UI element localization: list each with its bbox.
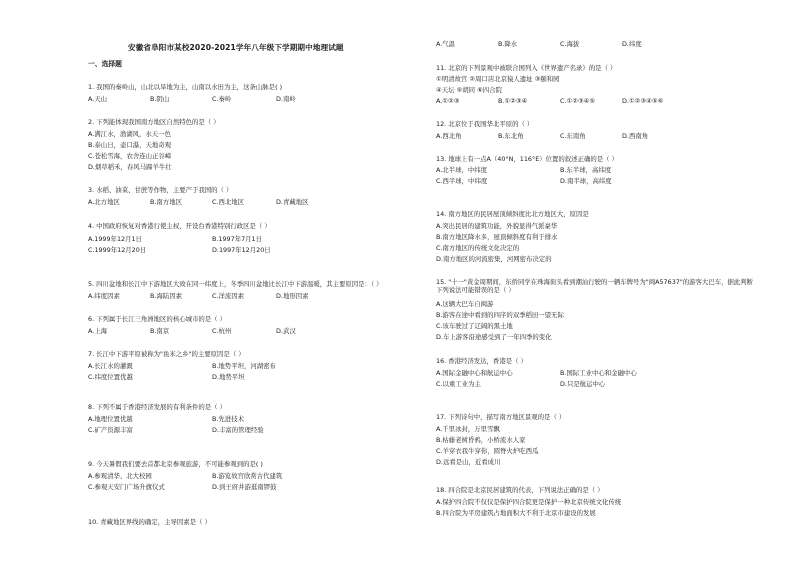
q12-option-a: A.西北角 xyxy=(436,132,462,140)
q3-option-a: A.北方地区 xyxy=(88,198,120,206)
q8-option-a: A.地理位置优越 xyxy=(88,415,133,423)
q18-stem: 18. 四合院是北京民居建筑的代表，下列说法正确的是（ ） xyxy=(436,486,604,494)
q10-option-c: C.海拔 xyxy=(560,40,580,48)
q2-option-a: A.满江水，渔湖风，水天一色 xyxy=(88,130,171,138)
q7-stem: 7. 长江中下游平原被称为"鱼米之乡"的主要原因是（ ） xyxy=(88,350,245,358)
q17-option-a: A.千里冰封，万里雪飘 xyxy=(436,425,500,433)
q13-option-d: D.南半球，高纬度 xyxy=(560,177,612,185)
q5-option-d: D.地形因素 xyxy=(276,292,309,300)
q16-option-c: C.以重工业为主 xyxy=(436,380,481,388)
q11-stem: 11. 北京的下列景观中被联合国列入《世界遗产名录》的是（ ） xyxy=(436,64,617,72)
q14-option-a: A.突出民居的建筑功能，外貌显得气派豪华 xyxy=(436,222,558,230)
q17-option-c: C.羊穿衣我牛穿你，圆脊火炉吃西瓜 xyxy=(436,447,539,455)
q13-stem: 13. 地球上有一点A（40°N，116°E）位置的叙述正确的是（ ） xyxy=(436,155,618,163)
q9-option-b: B.游览故宫欣赏古代建筑 xyxy=(212,472,283,480)
q15-stem: 15. "十一"黄金周期间，东侨同学在珠海街头看到潮汕行驶的一辆车牌号为"闽A57637"的游客大巴车，据此判断下列说法可能错误的是（ ） xyxy=(436,278,754,294)
q4-option-a: A.1999年12月1日 xyxy=(88,235,142,243)
q9-stem: 9. 今天暑假我们要去首都北京参观旅游，不可能参观到的是( ) xyxy=(88,460,263,468)
q14-option-c: C.南方地区的传统文化决定的 xyxy=(436,244,520,252)
q17-option-d: D.远看是山，近看成川 xyxy=(436,458,501,466)
section-heading: 一、选择题 xyxy=(88,60,122,68)
q1-option-d: D.南岭 xyxy=(276,95,296,103)
q7-option-a: A.长江水的灌溉 xyxy=(88,362,133,370)
q4-option-c: C.1999年12月20日 xyxy=(88,246,147,254)
q7-option-d: D.地势平坦 xyxy=(212,373,245,381)
q18-option-b: B.四合院为平房建筑占地面积大不利于北京市建设的发展 xyxy=(436,509,596,517)
q6-option-c: C.杭州 xyxy=(212,327,232,335)
q1-option-c: C.秦岭 xyxy=(212,95,232,103)
q4-stem: 4. 中国政府恢复对香港行使主权，开设台香港特别行政区是（ ） xyxy=(88,222,271,230)
q4-option-b: B.1997年7月1日 xyxy=(212,235,262,243)
q6-option-a: A.上海 xyxy=(88,327,108,335)
q3-option-b: B.南方地区 xyxy=(150,198,182,206)
q11-option-a: A.①②③ xyxy=(436,97,460,105)
q12-stem: 12. 北京位于我国华北平原的（ ） xyxy=(436,120,534,128)
q15-option-d: D.车上游客沿途感受到了一年四季的变化 xyxy=(436,333,552,341)
q6-stem: 6. 下列属于长江三角洲地区的核心城市的是（ ） xyxy=(88,315,226,323)
q9-option-a: A.参观清华、北大校园 xyxy=(88,472,152,480)
q7-option-b: B.地势平坦，河湖密布 xyxy=(212,362,276,370)
q10-option-d: D.纬度 xyxy=(622,40,642,48)
q11-line2: ④天坛 ⑤胡同 ⑥四合院 xyxy=(436,86,502,94)
q11-option-b: B.①②③④ xyxy=(498,97,528,105)
right-column xyxy=(436,0,756,562)
q10-option-b: B.降水 xyxy=(498,40,518,48)
q2-option-c: C.苍松雪海，农舍连山正谷嶂 xyxy=(88,152,172,160)
q15-option-a: A.这辆大巴车自闽游 xyxy=(436,300,494,308)
q13-option-c: C.西半球，中纬度 xyxy=(436,177,488,185)
q12-option-d: D.西南角 xyxy=(622,132,649,140)
q17-stem: 17. 下列诗句中，描写南方地区景观的是（ ） xyxy=(436,413,566,421)
q2-option-d: D.烟草稻禾，春风马蹄羊牛壮 xyxy=(88,163,172,171)
q12-option-b: B.东北角 xyxy=(498,132,524,140)
q3-option-d: D.青藏地区 xyxy=(276,198,309,206)
q6-option-d: D.武汉 xyxy=(276,327,296,335)
exam-title: 安徽省阜阳市某校2020-2021学年八年级下学期期中地理试题 xyxy=(128,43,344,52)
q3-stem: 3. 水稻、油菜、甘蔗等作物，主要产于我国的（ ） xyxy=(88,186,233,194)
left-column xyxy=(88,0,400,562)
q2-stem: 2. 下列能体现我国南方地区自然特色的是（ ） xyxy=(88,118,220,126)
q10-stem: 10. 青藏地区界线的确定，主导因素是（ ） xyxy=(88,518,211,526)
q4-option-d: D.1997年12月20日 xyxy=(212,246,271,254)
q16-option-d: D.只是航运中心 xyxy=(560,380,606,388)
q5-option-b: B.海陆因素 xyxy=(150,292,182,300)
q5-option-c: C.洋流因素 xyxy=(212,292,245,300)
q16-option-a: A.国际金融中心和航运中心 xyxy=(436,369,513,377)
q11-option-d: D.①②③④⑤⑥ xyxy=(622,97,664,105)
q15-option-b: B.游客在途中看到的四序的双季稻田一望无际 xyxy=(436,311,564,319)
q6-option-b: B.南京 xyxy=(150,327,170,335)
q11-option-c: C.①②③④⑤ xyxy=(560,97,596,105)
q9-option-d: D.到王府井游逛南锣鼓 xyxy=(212,483,277,491)
q3-option-c: C.西北地区 xyxy=(212,198,245,206)
q5-option-a: A.纬度因素 xyxy=(88,292,120,300)
q14-stem: 14. 南方地区的民居屋顶倾斜度比北方地区大，原因是 xyxy=(436,210,589,218)
q5-stem: 5. 四川盆地和长江中下游地区大致在同一纬度上，冬季四川盆地比长江中下游温暖，其主要原因是：（ ） xyxy=(88,280,383,288)
q1-stem: 1. 我国的秦岭山，山北以旱地为主，山南以水田为主，这条山脉是( ) xyxy=(88,83,283,91)
q13-option-a: A.北半球，中纬度 xyxy=(436,166,488,174)
q11-line1: ①明清故宫 ②周口店北京猿人遗址 ③颐和园 xyxy=(436,75,560,83)
q17-option-b: B.枯藤老树昏鸦，小桥流水人家 xyxy=(436,436,526,444)
q8-option-d: D.丰富的管理经验 xyxy=(212,426,264,434)
q8-option-b: B.先进技术 xyxy=(212,415,244,423)
q16-option-b: B.国际工业中心和金融中心 xyxy=(560,369,637,377)
q10-option-a: A.气温 xyxy=(436,40,456,48)
q7-option-c: C.纬度位置优越 xyxy=(88,373,133,381)
q9-option-c: C.参观天安门广场升旗仪式 xyxy=(88,483,165,491)
q14-option-b: B.南方地区降水多，屋顶倾斜度有利于排水 xyxy=(436,233,558,241)
q16-stem: 16. 香港经济发达，香港是（ ） xyxy=(436,357,527,365)
q8-stem: 8. 下列不属于香港经济发展的有利条件的是（ ） xyxy=(88,403,226,411)
q2-option-b: B.泰山日，壶口瀑，天地奇观 xyxy=(88,141,172,149)
q13-option-b: B.东半球，高纬度 xyxy=(560,166,612,174)
q15-option-c: C.该车驶过了辽阔的黑土地 xyxy=(436,322,513,330)
q1-option-b: B.阴山 xyxy=(150,95,170,103)
q12-option-c: C.东南角 xyxy=(560,132,586,140)
q8-option-c: C.矿产资源丰富 xyxy=(88,426,133,434)
q14-option-d: D.南方地区的河流密集，河网密布决定的 xyxy=(436,255,552,263)
q18-option-a: A.保护四合院不仅仅是保护四合院更是保护一种北京传统文化传统 xyxy=(436,498,622,506)
q1-option-a: A.天山 xyxy=(88,95,108,103)
